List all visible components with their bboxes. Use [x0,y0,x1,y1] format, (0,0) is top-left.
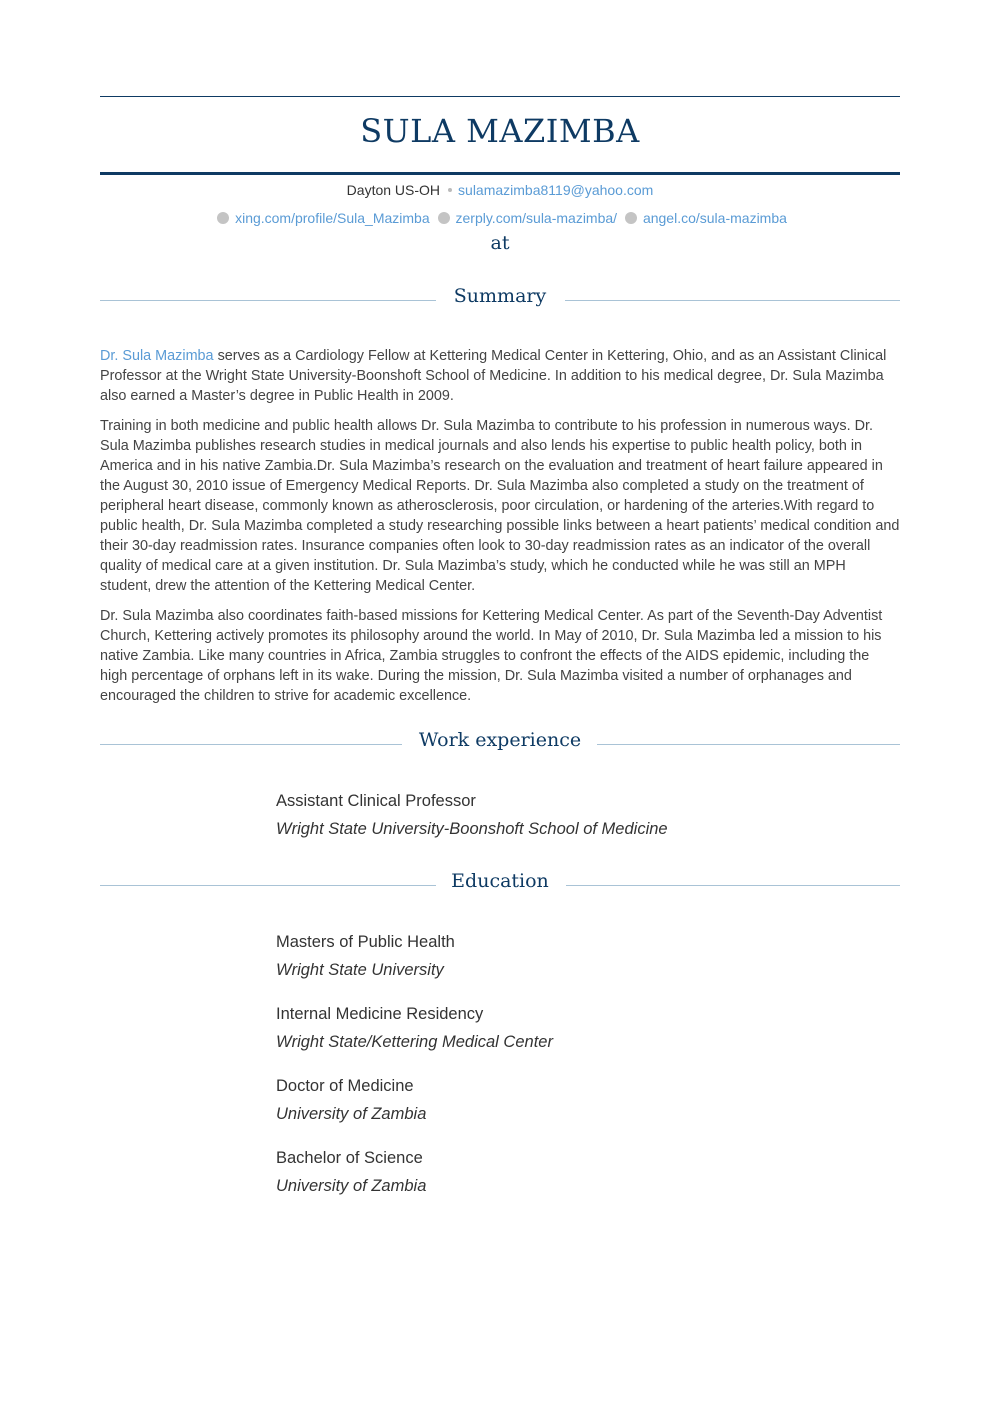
contact-line [100,182,900,198]
globe-icon [625,212,637,224]
work-section-header [100,729,900,759]
education-entry [276,931,876,981]
summary-body [100,346,900,716]
headline: at [490,232,510,254]
divider [566,885,900,886]
institution: University of Zambia [276,1105,427,1123]
email-link[interactable]: sulamazimba8119@yahoo.com [458,182,654,198]
education-section-header [100,870,900,900]
location: Dayton US-OH [346,182,441,198]
section-title: Education [451,870,549,892]
degree: Bachelor of Science [276,1149,423,1167]
section-title: Summary [453,285,547,307]
xing-link[interactable]: xing.com/profile/Sula_Mazimba [235,210,430,226]
angel-link[interactable]: angel.co/sula-mazimba [642,210,787,226]
summary-paragraph: Training in both medicine and public health allows Dr. Sula Mazimba to contribute to his profession in numerous ways. Dr. Sula Mazimba publishes research studies in medical journals and also lends his expertise to public health policy, both in America and in his native Zambia.Dr. Sula Mazimba’s research on the evaluation and treatment of heart failure appeared in the August 30, 2010 issue of Emergency Medical Reports. Dr. Sula Mazimba also completed a study on the treatment of peripheral heart disease, commonly known as atherosclerosis, poor circulation, or hardening of the arteries.With regard to public health, Dr. Sula Mazimba completed a study researching possible links between a heart patients’ medical condition and their 30-day readmission rates. Insurance companies often look to 30-day readmission rates as an indicator of the overall quality of medical care at a given institution. Dr. Sula Mazimba’s study, which he conducted while he was still an MPH student, drew the attention of the Kettering Medical Center. [100,418,900,594]
section-title: Work experience [418,729,582,751]
employer: Wright State University-Boonshoft School of Medicine [276,820,668,838]
job-title: Assistant Clinical Professor [276,792,476,810]
divider [597,744,900,745]
education-entry [276,1147,876,1197]
name-link[interactable]: Dr. Sula Mazimba [100,348,214,364]
name-underline [100,172,900,175]
candidate-name: SULA MAZIMBA [360,112,640,150]
education-entry [276,1075,876,1125]
institution: Wright State/Kettering Medical Center [276,1033,553,1051]
institution: University of Zambia [276,1177,427,1195]
globe-icon [217,212,229,224]
institution: Wright State University [276,961,444,979]
summary-section-header [100,285,900,315]
zerply-link[interactable]: zerply.com/sula-mazimba/ [455,210,618,226]
globe-icon [438,212,450,224]
work-entry [276,790,876,840]
degree: Doctor of Medicine [276,1077,414,1095]
top-rule [100,96,900,97]
degree: Masters of Public Health [276,933,455,951]
education-entry [276,1003,876,1053]
summary-paragraph: Dr. Sula Mazimba serves as a Cardiology Fellow at Kettering Medical Center in Kettering, Ohio, and as an Assistant Clinical Professor at the Wright State University-Boonshoft School of Medicine. In addition to his medical degree, Dr. Sula Mazimba also earned a Master’s degree in Public Health in 2009. [100,348,887,404]
separator-dot-icon [448,188,452,192]
profile-links [100,210,900,226]
divider [565,300,900,301]
degree: Internal Medicine Residency [276,1005,484,1023]
summary-paragraph: Dr. Sula Mazimba also coordinates faith-based missions for Kettering Medical Center. As part of the Seventh-Day Adventist Church, Kettering actively promotes its philosophy around the world. In May of 2010, Dr. Sula Mazimba led a mission to his native Zambia. Like many countries in Africa, Zambia struggles to confront the effects of the AIDS epidemic, including the high percentage of orphans left in its wake. During the mission, Dr. Sula Mazimba visited a number of orphanages and encouraged the children to strive for academic excellence. [100,608,883,704]
